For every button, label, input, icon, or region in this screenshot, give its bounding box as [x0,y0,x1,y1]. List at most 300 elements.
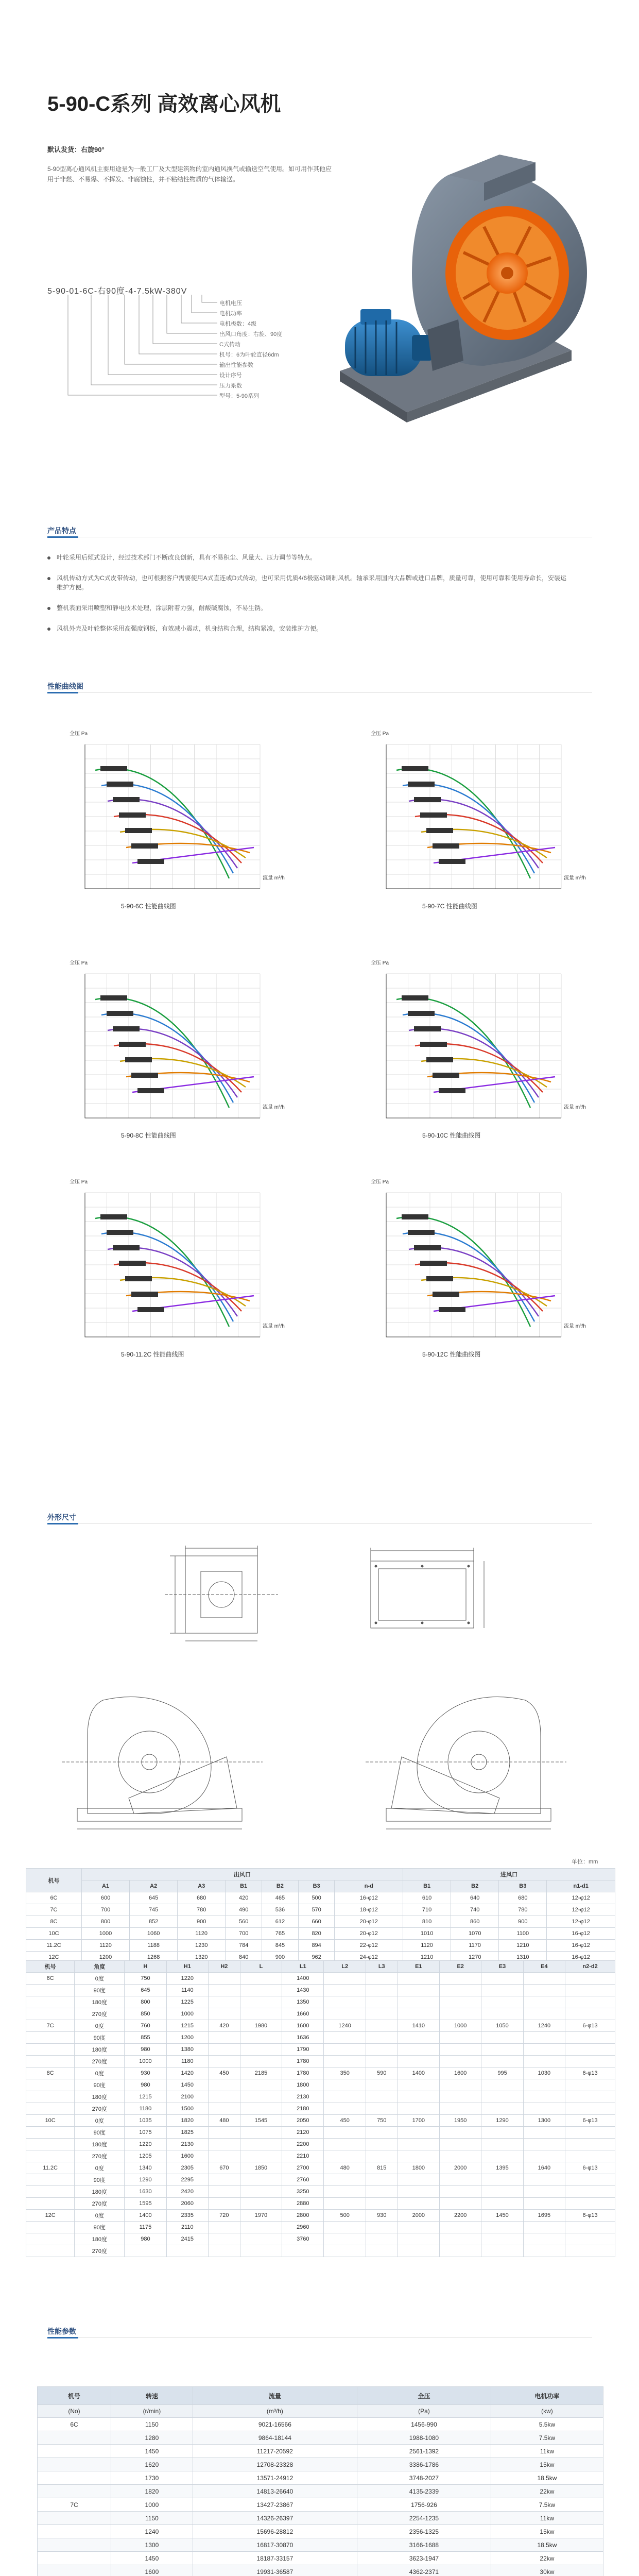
model-code: 5-90-01-6C-右90度-4-7.5kW-380V [47,287,187,296]
table-cell [523,2103,565,2115]
table-cell [26,1985,75,1996]
table-cell: 0度 [75,2067,125,2079]
curve-label-tag [426,1057,453,1062]
table-row [26,2245,615,2257]
table-cell [26,2008,75,2020]
table-cell [324,1996,366,2008]
col-header: L3 [366,1961,398,1973]
curve-label-tag [119,1261,146,1266]
table-cell [481,2174,523,2186]
table-cell [523,2245,565,2257]
col-header: B2 [262,1880,299,1892]
table-cell: 1010 [403,1928,451,1940]
table-cell [523,2008,565,2020]
table-cell [208,2150,240,2162]
col-header: B2 [451,1880,499,1892]
table-cell: 4362-2371 [357,2565,491,2576]
table-cell: 500 [324,2210,366,2222]
table-cell: 590 [366,2067,398,2079]
table-cell [38,2525,111,2538]
curve-label-tag [107,1230,133,1235]
col-subheader: (Pa) [357,2405,491,2418]
table-cell: 18-φ12 [335,1904,403,1916]
table-cell: 480 [208,2115,240,2127]
table-cell: 20-φ12 [335,1928,403,1940]
table-cell: 420 [226,1892,262,1904]
table-cell [481,2079,523,2091]
table-cell: 1800 [398,2162,439,2174]
table-cell [324,1973,366,1985]
table-cell [440,1985,481,1996]
col-header: 流量 [193,2387,357,2405]
table-cell: 7C [38,2498,111,2512]
table-cell: 610 [403,1892,451,1904]
table-cell [398,2139,439,2150]
table-cell: 90度 [75,2222,125,2233]
table-cell: 90度 [75,2174,125,2186]
table-cell [565,2186,615,2198]
col-header: n2-d2 [565,1961,615,1973]
table-cell: 6-φ13 [565,2210,615,2222]
table-cell: 1150 [111,2418,193,2431]
table-cell [440,2091,481,2103]
table-cell [481,2222,523,2233]
table-cell [366,2186,398,2198]
table-cell: 15696-28812 [193,2525,357,2538]
table-cell [26,2150,75,2162]
table-row [26,1928,615,1940]
table-cell [565,1985,615,1996]
table-cell [440,2139,481,2150]
table-cell [398,2198,439,2210]
legend-item: 输出性能参数 [219,362,253,368]
col-subheader: (r/min) [111,2405,193,2418]
table-cell: 500 [298,1892,335,1904]
performance-chart-plot [54,953,291,1149]
table-cell: 2415 [166,2233,208,2245]
table-cell [366,2103,398,2115]
table-cell [366,2198,398,2210]
table-cell: 850 [125,2008,166,2020]
table-cell [523,2091,565,2103]
table-cell: 2000 [440,2162,481,2174]
table-cell: 800 [81,1916,129,1928]
col-header: B1 [226,1880,262,1892]
curve-label-tag [107,1011,133,1016]
table-row [26,2222,615,2233]
table-cell [208,2103,240,2115]
table-cell: 3386-1786 [357,2458,491,2471]
table-cell: 570 [298,1904,335,1916]
table-cell [166,2245,208,2257]
chart-caption: 5-90-7C 性能曲线图 [422,903,477,910]
col-header: 机号 [38,2387,111,2405]
table-cell [481,2198,523,2210]
table-cell: 1300 [111,2538,193,2552]
table-cell: 465 [262,1892,299,1904]
legend-item: 机号：6为叶轮直径6dm [219,352,279,358]
table-cell: 1035 [125,2115,166,2127]
table-cell [38,2458,111,2471]
table-cell [565,2056,615,2067]
legend-item: C式传动 [219,342,240,348]
table-cell [366,2020,398,2032]
bullet-icon [47,577,50,580]
table-cell: 12-φ12 [547,1904,615,1916]
col-header: 电机功率 [491,2387,603,2405]
table-cell [523,2174,565,2186]
curves-heading: 性能曲线图 [47,682,83,690]
chart-ylabel: 全压 Pa [70,1179,88,1185]
table-cell [26,2222,75,2233]
table-cell: 1790 [282,2044,324,2056]
table-cell [324,2139,366,2150]
table-cell: 1290 [481,2115,523,2127]
table-cell: 900 [178,1916,226,1928]
table-cell [324,2032,366,2044]
default-shipping-label: 默认发货：右旋90° [47,146,105,154]
table-cell: 1220 [125,2139,166,2150]
table-cell: 645 [130,1892,178,1904]
performance-chart [54,724,291,922]
table-cell: 1780 [282,2067,324,2079]
section-divider-accent [47,536,78,538]
table-cell [398,2056,439,2067]
table-cell [440,2044,481,2056]
table-row [38,2565,603,2576]
table-cell: 15kw [491,2458,603,2471]
table-cell [26,2139,75,2150]
table-cell: 560 [226,1916,262,1928]
table-cell: 1240 [324,2020,366,2032]
table-cell [523,1996,565,2008]
table-cell: 930 [366,2210,398,2222]
col-header: 角度 [75,1961,125,1973]
table-cell: 18.5kw [491,2538,603,2552]
table-cell: 1420 [166,2067,208,2079]
table-cell [324,2056,366,2067]
table-cell: 1240 [523,2020,565,2032]
table-cell: 1320 [178,1952,226,1963]
table-cell [208,2233,240,2245]
table-cell [240,2174,282,2186]
table-cell [481,2008,523,2020]
table-cell: 0度 [75,2210,125,2222]
table-cell: 9021-16566 [193,2418,357,2431]
performance-chart [355,953,592,1151]
table-cell [366,2127,398,2139]
table-cell: 1120 [178,1928,226,1940]
col-subheader: (No) [38,2405,111,2418]
table-cell: 1600 [166,2150,208,2162]
table-cell: 860 [451,1916,499,1928]
performance-table [37,2386,603,2576]
table-cell: 2960 [282,2222,324,2233]
table-cell: 600 [81,1892,129,1904]
table-cell: 1400 [398,2067,439,2079]
table-cell: 270度 [75,2008,125,2020]
table-cell [523,2044,565,2056]
table-cell: 11217-20592 [193,2445,357,2458]
table-cell: 4135-2339 [357,2485,491,2498]
curve-label-tag [433,1073,459,1078]
table-cell: 840 [226,1952,262,1963]
table-cell: 2700 [282,2162,324,2174]
table-cell [240,2079,282,2091]
table-cell: 270度 [75,2103,125,2115]
table-cell [481,2056,523,2067]
table-cell [440,2127,481,2139]
table-cell [398,2245,439,2257]
table-cell: 11.2C [26,2162,75,2174]
table-cell: 6-φ13 [565,2115,615,2127]
chart-xlabel: 流量 m³/h [564,875,586,881]
table-cell: 1820 [111,2485,193,2498]
table-cell: 3760 [282,2233,324,2245]
table-cell: 1030 [523,2067,565,2079]
table-cell: 90度 [75,1985,125,1996]
table-cell: 2050 [282,2115,324,2127]
table-cell [240,2127,282,2139]
table-cell [398,2044,439,2056]
table-cell [38,2445,111,2458]
curve-label-tag [433,1292,459,1297]
chart-xlabel: 流量 m³/h [263,875,285,881]
table-cell: 22-φ12 [335,1940,403,1952]
side-view-right-drawing [350,1680,572,1834]
table-cell [481,1973,523,1985]
table-cell [481,2233,523,2245]
table-cell [481,2044,523,2056]
table-cell [481,1985,523,1996]
table-cell [208,2186,240,2198]
table-cell [324,2008,366,2020]
curve-label-tag [113,1245,140,1250]
table-cell [366,2079,398,2091]
table-cell [440,2198,481,2210]
table-cell [398,2008,439,2020]
table-cell: 8C [26,2067,75,2079]
table-cell: 784 [226,1940,262,1952]
col-subheader: (m³/h) [193,2405,357,2418]
table-cell [208,2079,240,2091]
table-cell: 16-φ12 [547,1940,615,1952]
table-cell: 2130 [166,2139,208,2150]
table-cell: 1120 [403,1940,451,1952]
table-cell: 1988-1080 [357,2431,491,2445]
table-cell [440,2008,481,2020]
legend-item: 电机极数：4级 [219,321,257,327]
curve-label-tag [125,1276,152,1281]
table-cell: 1600 [111,2565,193,2576]
table-cell: 852 [130,1916,178,1928]
dimensions-heading: 外形尺寸 [47,1513,76,1521]
table-row [26,1916,615,1928]
table-cell: 90度 [75,2079,125,2091]
table-cell [366,1996,398,2008]
table-cell: 11.2C [26,1940,82,1952]
table-cell [208,2139,240,2150]
table-cell: 11kw [491,2512,603,2525]
table-cell: 16-φ12 [335,1892,403,1904]
table-cell: 1400 [282,1973,324,1985]
table-cell [26,2174,75,2186]
table-cell [26,2056,75,2067]
col-header: H2 [208,1961,240,1973]
table-cell: 12-φ12 [547,1892,615,1904]
table-row [26,2139,615,2150]
table-cell: 1395 [481,2162,523,2174]
table-cell [398,2186,439,2198]
table-cell [440,2245,481,2257]
table-cell: 12C [26,2210,75,2222]
table-cell [26,2198,75,2210]
table-cell: 0度 [75,2162,125,2174]
table-cell [324,2174,366,2186]
col-header: B3 [298,1880,335,1892]
table-cell [240,1996,282,2008]
table-cell: 740 [451,1904,499,1916]
table-row [26,1892,615,1904]
table-cell: 180度 [75,2044,125,2056]
table-cell: 536 [262,1904,299,1916]
chart-xlabel: 流量 m³/h [263,1105,285,1110]
section-divider-accent [47,692,78,693]
table-cell: 7C [26,1904,82,1916]
col-group-header: 出风口 [81,1869,403,1880]
curve-label-tag [433,843,459,849]
table-cell [440,1996,481,2008]
table-cell: 1100 [499,1928,547,1940]
col-header: A1 [81,1880,129,1892]
table-cell [481,2091,523,2103]
table-cell: 450 [208,2067,240,2079]
table-cell [38,2538,111,2552]
table-cell: 700 [226,1928,262,1940]
table-cell: 3748-2027 [357,2471,491,2485]
table-cell: 10C [26,1928,82,1940]
table-row [26,1904,615,1916]
table-cell [481,2245,523,2257]
table-cell: 820 [298,1928,335,1940]
table-cell [240,2150,282,2162]
table-cell: 30kw [491,2565,603,2576]
table-cell: 90度 [75,2032,125,2044]
table-cell: 1630 [125,2186,166,2198]
table-cell: 450 [324,2115,366,2127]
table-row [38,2471,603,2485]
table-cell: 930 [125,2067,166,2079]
table-cell: 9864-18144 [193,2431,357,2445]
table-cell: 270度 [75,2150,125,2162]
section-divider [47,692,592,693]
base-dimension-table [26,1960,615,2257]
table-row [38,2445,603,2458]
table-cell [38,2552,111,2565]
table-cell: 19931-36587 [193,2565,357,2576]
table-cell [523,2150,565,2162]
chart-ylabel: 全压 Pa [371,731,389,737]
table-cell [440,2222,481,2233]
table-cell: 995 [481,2067,523,2079]
table-cell: 350 [324,2067,366,2079]
table-cell [324,2127,366,2139]
table-cell [366,2056,398,2067]
table-cell: 2335 [166,2210,208,2222]
table-cell: 710 [403,1904,451,1916]
table-cell: 1225 [166,1996,208,2008]
table-row [26,2091,615,2103]
table-cell: 1215 [125,2091,166,2103]
performance-chart-plot [355,953,592,1149]
table-cell [366,2150,398,2162]
table-cell: 1000 [111,2498,193,2512]
table-cell: 1410 [398,2020,439,2032]
table-cell: 7.5kw [491,2498,603,2512]
table-row [26,2186,615,2198]
table-cell: 2561-1392 [357,2445,491,2458]
table-row [26,1940,615,1952]
table-cell: 700 [81,1904,129,1916]
table-cell [523,2056,565,2067]
table-row [38,2552,603,2565]
table-cell: 2305 [166,2162,208,2174]
col-header: 机号 [26,1869,82,1892]
chart-caption: 5-90-12C 性能曲线图 [422,1351,481,1358]
table-cell: 2295 [166,2174,208,2186]
table-cell: 980 [125,2233,166,2245]
chart-xlabel: 流量 m³/h [564,1324,586,1329]
table-row [26,2210,615,2222]
table-cell [366,2222,398,2233]
curve-label-tag [131,843,158,849]
table-cell: 1660 [282,2008,324,2020]
table-cell: 765 [262,1928,299,1940]
col-header: H1 [166,1961,208,1973]
table-cell: 2356-1325 [357,2525,491,2538]
table-cell [523,2139,565,2150]
table-cell: 1450 [111,2445,193,2458]
table-cell: 660 [298,1916,335,1928]
table-row [26,1973,615,1985]
table-cell: 7C [26,2020,75,2032]
table-cell: 1210 [499,1940,547,1952]
section-divider-accent [47,1523,78,1524]
table-row [38,2525,603,2538]
table-cell: 1230 [178,1940,226,1952]
table-cell: 894 [298,1940,335,1952]
table-cell: 0度 [75,2115,125,2127]
curve-label-tag [408,1230,435,1235]
legend-item: 出风口角度：右旋、90度 [219,331,283,337]
table-cell: 1350 [282,1996,324,2008]
table-cell [324,2091,366,2103]
table-cell: 1450 [166,2079,208,2091]
table-cell: 1825 [166,2127,208,2139]
table-cell: 6-φ13 [565,2020,615,2032]
feature-item: 叶轮采用后倾式设计，经过技术部门不断改良创新，具有不易积尘、风量大、压力调节等特点。 [57,554,317,561]
curve-label-tag [414,1245,441,1250]
legend-item: 电机功率 [219,311,242,317]
table-row [38,2498,603,2512]
table-cell [324,2245,366,2257]
table-cell: 2180 [282,2103,324,2115]
table-cell: 1180 [166,2056,208,2067]
col-header: H [125,1961,166,1973]
flange-dimension-table [26,1868,615,1963]
table-cell: 2185 [240,2067,282,2079]
table-cell [240,2056,282,2067]
